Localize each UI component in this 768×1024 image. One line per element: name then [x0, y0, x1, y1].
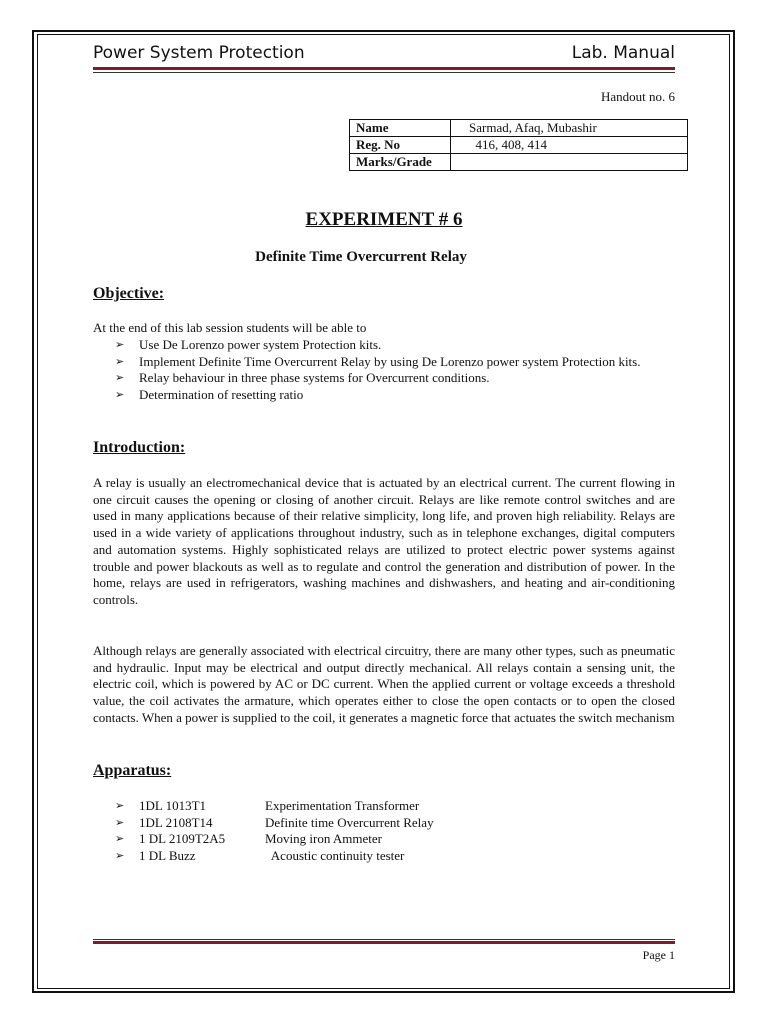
- info-key: Reg. No: [350, 137, 451, 154]
- apparatus-code: 1DL 2108T14: [139, 814, 213, 830]
- page-header: [93, 43, 675, 67]
- list-item: [93, 354, 675, 371]
- student-info-table: [349, 119, 688, 171]
- info-value: 416, 408, 414: [451, 137, 688, 154]
- apparatus-code: 1 DL Buzz: [139, 848, 196, 864]
- list-item-text: Use De Lorenzo power system Protection kits.: [139, 337, 382, 352]
- info-key: Name: [350, 120, 451, 137]
- list-item: [93, 831, 434, 848]
- introduction-paragraph-2: Although relays are generally associated with electrical circuitry, there are many other types, such as pneumatic and hydraulic. Input may be electrical and output directly mechanical. All relays contain a sensing unit, the electric coil, which is powered by AC or DC current. When the applied current or voltage exceeds a threshold value, the coil activates the armature, which operates either to close the open contacts or to open the closed contacts. When a power is supplied to the coil, it generates a magnetic force that actuates the switch mechanism: [93, 643, 675, 725]
- arrowhead-icon: ➢: [115, 372, 125, 385]
- table-row: [350, 154, 688, 171]
- header-right-label: Lab. Manual: [571, 43, 675, 63]
- apparatus-code: 1DL 1013T1: [139, 798, 207, 813]
- arrowhead-icon: ➢: [115, 833, 125, 846]
- apparatus-desc: Moving iron Ammeter: [265, 831, 382, 847]
- apparatus-desc: Definite time Overcurrent Relay: [265, 814, 434, 830]
- list-item: [93, 798, 434, 815]
- arrowhead-icon: ➢: [115, 339, 125, 351]
- arrowhead-icon: ➢: [115, 800, 125, 812]
- arrowhead-icon: ➢: [115, 850, 125, 863]
- experiment-title-text: EXPERIMENT # 6: [305, 209, 463, 230]
- arrowhead-icon: ➢: [115, 389, 125, 402]
- introduction-heading: Introduction:: [93, 439, 186, 456]
- apparatus-heading: Apparatus:: [93, 762, 172, 779]
- list-item: [93, 848, 434, 865]
- arrowhead-icon: ➢: [115, 355, 125, 368]
- footer-rule-thick: [93, 941, 675, 944]
- list-item: [93, 815, 434, 832]
- list-item: [93, 370, 675, 387]
- objective-list: [93, 337, 675, 404]
- objective-heading: Objective:: [93, 285, 165, 302]
- page-number: Page 1: [642, 948, 675, 962]
- list-item: [93, 387, 675, 404]
- apparatus-list: [93, 798, 434, 865]
- table-row: [350, 120, 688, 137]
- list-item-text: Implement Definite Time Overcurrent Relay by using De Lorenzo power system Protection kits.: [139, 353, 641, 369]
- list-item-text: Relay behaviour in three phase systems for Overcurrent conditions.: [139, 370, 490, 386]
- info-value: [451, 154, 688, 171]
- experiment-subtitle: Definite Time Overcurrent Relay: [255, 249, 467, 265]
- info-value: Sarmad, Afaq, Mubashir: [451, 120, 688, 137]
- objective-intro: At the end of this lab session students will be able to: [93, 320, 367, 335]
- list-item-text: Determination of resetting ratio: [139, 387, 304, 403]
- introduction-paragraph-1: A relay is usually an electromechanical device that is actuated by an electrical current. The current flowing in one circuit causes the opening or closing of another circuit. Relays are like remote control switches and are used in many applications because of their relative simplicity, long life, and proven high reliability. Relays are used in a wide variety of applications throughout industry, such as in telephone exchanges, digital computers and automation systems. Highly sophisticated relays are utilized to protect electric power systems against trouble and power blackouts as well as to regulate and control the generation and distribution of power. In the home, relays are used in refrigerators, washing machines and dishwashers, and heating and air-conditioning controls.: [93, 475, 675, 607]
- apparatus-code: 1 DL 2109T2A5: [139, 831, 226, 847]
- list-item: [93, 337, 675, 354]
- apparatus-desc: Experimentation Transformer: [265, 798, 420, 813]
- arrowhead-icon: ➢: [115, 816, 125, 829]
- handout-number: Handout no. 6: [600, 89, 675, 104]
- experiment-title: [0, 209, 768, 231]
- header-title: Power System Protection: [93, 43, 305, 63]
- header-rule-thin: [93, 72, 675, 73]
- info-key: Marks/Grade: [350, 154, 451, 171]
- footer-rule-thin: [93, 939, 675, 940]
- table-row: [350, 137, 688, 154]
- apparatus-desc: Acoustic continuity tester: [265, 848, 405, 864]
- header-rule-thick: [93, 67, 675, 70]
